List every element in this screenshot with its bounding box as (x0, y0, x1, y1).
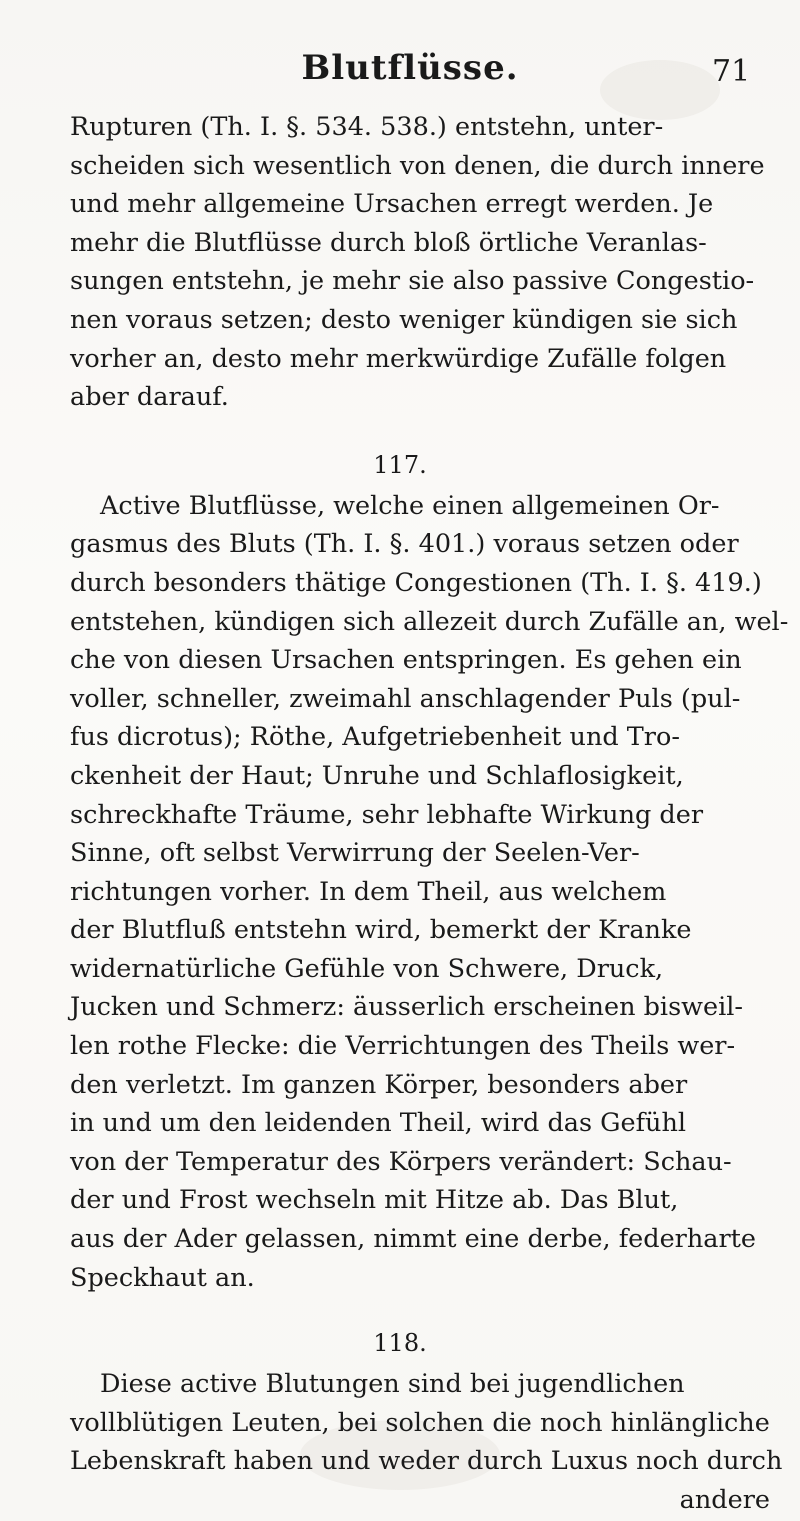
text-line: voller, schneller, zweimahl anschlagender Puls (pul- (70, 683, 741, 714)
text-line: vollblütigen Leuten, bei solchen die noch hinlängliche (70, 1407, 770, 1438)
text-line: nen voraus setzen; desto weniger kündigen sie sich (70, 304, 738, 335)
text-line: sungen entstehn, je mehr sie also passive Congestio- (70, 266, 755, 297)
text-line: und mehr allgemeine Ursachen erregt werden. Je (70, 189, 714, 220)
text-line: aber darauf. (70, 382, 229, 413)
section-number: 117. (373, 450, 427, 479)
text-line: Active Blutflüsse, welche einen allgemeinen Or- (100, 490, 720, 521)
text-line: in und um den leidenden Theil, wird das Gefühl (70, 1108, 687, 1139)
catchword: andere (679, 1485, 770, 1515)
paragraph (70, 487, 789, 1297)
text-line: der und Frost wechseln mit Hitze ab. Das Blut, (70, 1185, 679, 1216)
text-line: aus der Ader gelassen, nimmt eine derbe, federharte (70, 1224, 756, 1255)
text-line: Sinne, oft selbst Verwirrung der Seelen-Ver- (70, 838, 640, 869)
text-line: von der Temperatur des Körpers verändert: Schau- (70, 1146, 732, 1177)
text-line: Rupturen (Th. I. §. 534. 538.) entstehn, unter- (70, 112, 664, 142)
text-line: den verletzt. Im ganzen Körper, besonders aber (70, 1069, 688, 1100)
text-line: der Blutfluß entstehn wird, bemerkt der Kranke (70, 915, 692, 946)
body-text (70, 108, 789, 1520)
text-line: widernatürliche Gefühle von Schwere, Druck, (70, 953, 664, 984)
text-line: Lebenskraft haben und weder durch Luxus noch durch (70, 1446, 783, 1477)
text-line: durch besonders thätige Congestionen (Th. I. §. 419.) (70, 567, 762, 598)
page-number: 71 (712, 54, 751, 89)
text-line: Diese active Blutungen sind bei jugendlichen (100, 1369, 685, 1400)
running-title: Blutflüsse. (301, 48, 519, 88)
text-line: gasmus des Bluts (Th. I. §. 401.) voraus setzen oder (70, 529, 739, 560)
text-line: scheiden sich wesentlich von denen, die durch innere (70, 150, 765, 181)
text-line: mehr die Blutflüsse durch bloß örtliche Veranlas- (70, 227, 707, 258)
text-line: che von diesen Ursachen entspringen. Es gehen ein (70, 645, 742, 676)
text-line: schreckhafte Träume, sehr lebhafte Wirkung der (70, 799, 704, 830)
text-line: vorher an, desto mehr merkwürdige Zufälle folgen (70, 343, 727, 374)
paragraph (70, 1365, 783, 1519)
text-line: richtungen vorher. In dem Theil, aus welchem (70, 876, 667, 907)
text-line: ckenheit der Haut; Unruhe und Schlaflosigkeit, (70, 760, 684, 791)
text-line: len rothe Flecke: die Verrichtungen des Theils wer- (70, 1031, 736, 1062)
text-line: entstehen, kündigen sich allezeit durch Zufälle an, wel- (70, 606, 789, 637)
paragraph (70, 108, 770, 417)
text-line: Speckhaut an. (70, 1262, 255, 1293)
text-line: Jucken und Schmerz: äusserlich erscheinen bisweil- (70, 992, 744, 1023)
page-header (0, 48, 800, 98)
text-line: fus dicrotus); Röthe, Aufgetriebenheit und Tro- (70, 722, 680, 753)
section-number: 118. (373, 1329, 427, 1358)
